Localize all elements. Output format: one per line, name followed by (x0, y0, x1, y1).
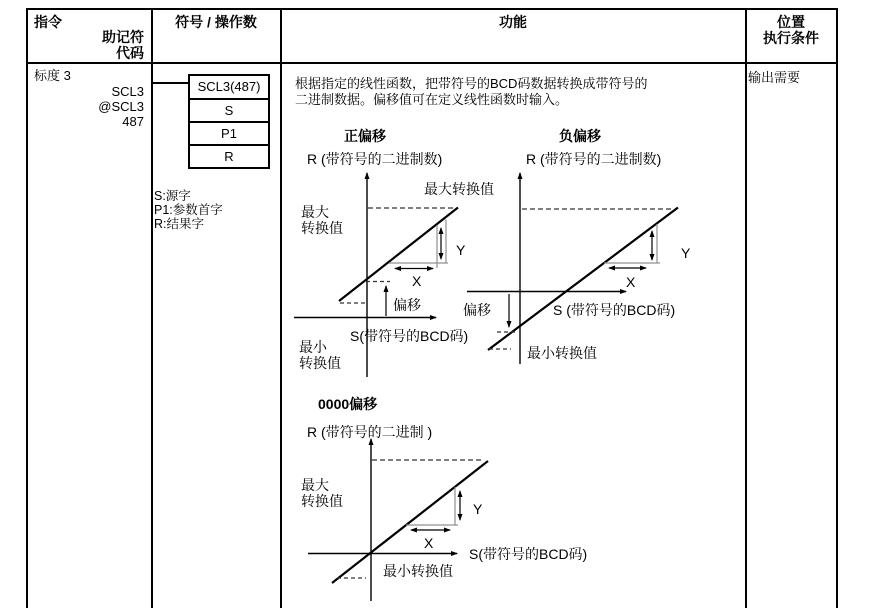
d2-x-measure-label: X (626, 274, 636, 290)
d1-x-measure-label: X (412, 273, 422, 289)
d2-function-line (488, 208, 678, 351)
function-description-line1: 根据指定的线性函数，把带符号的BCD码数据转换成带符号的 (295, 76, 648, 91)
d2-offset-label: 偏移 (463, 302, 491, 318)
d3-title: 0000偏移 (318, 396, 378, 412)
d1-max-top-label: 最大转换值 (424, 181, 494, 197)
legend-parameter-word: P1:参数首字 (154, 203, 223, 217)
d2-title: 负偏移 (559, 128, 601, 144)
function-code: 487 (122, 114, 144, 129)
function-description-line2: 二进制数据。偏移值可在定义线性函数时输入。 (295, 92, 569, 107)
d1-function-line (339, 208, 458, 302)
d2-y-measure-label: Y (681, 245, 691, 261)
diagram-negative-offset (467, 173, 678, 364)
header-code: 代码 (116, 45, 144, 61)
d3-x-axis-label: S(带符号的BCD码) (469, 546, 588, 562)
d3-y-measure-label: Y (473, 501, 483, 517)
d1-title: 正偏移 (344, 128, 386, 144)
header-function: 功能 (499, 14, 527, 30)
header-symbol-operand: 符号 / 操作数 (175, 14, 257, 30)
header-instruction: 指令 (34, 14, 62, 30)
d3-min-label: 最小转换值 (383, 563, 453, 579)
d1-min-label: 最小 转换值 (299, 339, 341, 371)
d3-x-measure-label: X (424, 535, 434, 551)
mnemonic: SCL3 (111, 84, 144, 99)
d3-y-axis-label: R (带符号的二进制 ) (307, 424, 433, 440)
d3-max-left-label: 最大 转换值 (301, 477, 343, 509)
legend-source-word: S:源字 (154, 189, 191, 203)
mnemonic-immediate: @SCL3 (98, 99, 144, 114)
header-mnemonic: 助记符 (102, 29, 144, 45)
header-position: 位置 (777, 14, 805, 30)
legend-result-word: R:结果字 (154, 217, 205, 231)
symbol-operand-p1: P1 (190, 121, 268, 144)
symbol-operand-s: S (190, 98, 268, 121)
execution-condition-value: 输出需要 (748, 70, 801, 85)
symbol-box-title: SCL3(487) (197, 79, 261, 94)
header-exec-condition: 执行条件 (763, 30, 819, 46)
d2-x-axis-label: S (带符号的BCD码) (553, 302, 676, 318)
d2-min-label: 最小转换值 (527, 345, 597, 361)
d1-y-measure-label: Y (456, 242, 466, 258)
d1-offset-label: 偏移 (393, 297, 421, 313)
d1-y-axis-label: R (带符号的二进制数) (307, 151, 443, 167)
d2-y-axis-label: R (带符号的二进制数) (526, 151, 662, 167)
instruction-name: 标度 3 (34, 68, 71, 83)
d1-x-axis-label: S(带符号的BCD码) (350, 328, 469, 344)
d1-max-left-label: 最大 转换值 (301, 204, 343, 236)
symbol-operand-r: R (190, 144, 268, 167)
